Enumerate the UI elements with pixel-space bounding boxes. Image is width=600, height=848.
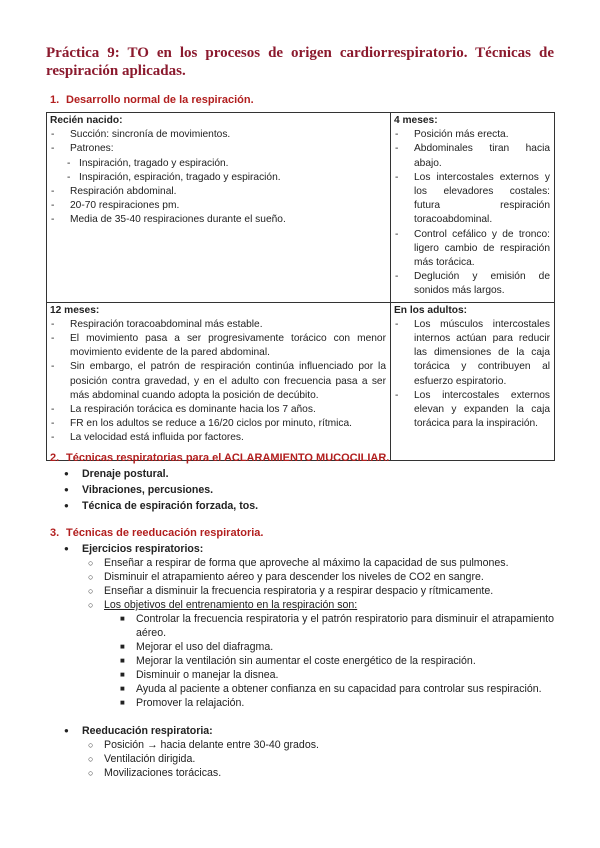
section-number: 2. — [50, 452, 60, 464]
list-item: - Succión: sincronía de movimientos. — [50, 128, 386, 142]
list-item: - Respiración toracoabdominal más estable. — [50, 318, 386, 332]
mucociliary-list — [64, 467, 258, 513]
page-title: Práctica 9: TO en los procesos de origen cardiorrespiratorio. Técnicas de respiración aplicadas. — [46, 45, 554, 79]
section-heading-reeducation — [50, 527, 263, 539]
list-item: - Los intercostales externos elevan y expanden la caja torácica para la inspiración. — [394, 389, 550, 432]
list-item: - FR en los adultos se reduce a 16/20 ciclos por minuto, rítmica. — [50, 417, 386, 431]
list-item: ○ Ventilación dirigida. — [64, 752, 554, 766]
list-item: - Respiración abdominal. — [50, 185, 386, 199]
cell-four-months — [391, 113, 555, 303]
list-item: ■ Mejorar el uso del diafragma. — [64, 640, 554, 654]
list-item: ■ Controlar la frecuencia respiratoria y el patrón respiratorio para disminuir el atrapamiento aéreo. — [64, 612, 554, 640]
list-item: - Control cefálico y de tronco: ligero cambio de respiración más torácica. — [394, 228, 550, 271]
section-heading-development — [50, 94, 254, 106]
list-item: - Media de 35-40 respiraciones durante el sueño. — [50, 213, 386, 227]
list-item: ● Ejercicios respiratorios: — [64, 542, 554, 556]
list-item: ■ Disminuir o manejar la disnea. — [64, 668, 554, 682]
list-item: - Sin embargo, el patrón de respiración continúa influenciado por la posición contra gravedad, y en el adulto con frecuencia pasa a ser más abdominal cuando adopta la posición de decúbito. — [50, 360, 386, 403]
list-item: - Inspiración, espiración, tragado y espiración. — [50, 171, 386, 185]
list-item: ○ Enseñar a respirar de forma que aproveche al máximo la capacidad de sus pulmones. — [64, 556, 554, 570]
twelve-months-list — [50, 318, 386, 446]
list-item: ○ Movilizaciones torácicas. — [64, 766, 554, 780]
list-item: ● Reeducación respiratoria: — [64, 724, 554, 738]
adults-list — [394, 318, 550, 432]
section-title: Técnicas de reeducación respiratoria. — [66, 527, 264, 539]
list-item: - Los músculos intercostales internos actúan para reducir las dimensiones de la caja torácica y contribuyen al esfuerzo espiratorio. — [394, 318, 550, 389]
list-item: - Deglución y emisión de sonidos más largos. — [394, 270, 550, 298]
cell-heading: 12 meses: — [50, 304, 100, 316]
cell-heading: En los adultos: — [394, 304, 468, 316]
newborn-list-2 — [50, 185, 386, 228]
objectives-heading: Los objetivos del entrenamiento en la respiración son: — [104, 599, 358, 611]
cell-heading: Recién nacido: — [50, 115, 123, 126]
section-title: Técnicas respiratorias para el ACLARAMIENTO MUCOCILIAR. — [66, 452, 390, 464]
list-item: ■ Ayuda al paciente a obtener confianza en su capacidad para controlar sus respiración. — [64, 682, 554, 696]
cell-twelve-months — [47, 302, 391, 460]
section-heading-mucociliary — [50, 452, 389, 464]
list-item: ○ Posición → hacia delante entre 30-40 grados. — [64, 738, 554, 752]
newborn-list — [50, 128, 386, 156]
list-item: ● Técnica de espiración forzada, tos. — [64, 499, 258, 513]
list-item: ■ Mejorar la ventilación sin aumentar el coste energético de la respiración. — [64, 654, 554, 668]
list-item: - Abdominales tiran hacia abajo. — [394, 142, 550, 170]
list-item: ● Drenaje postural. — [64, 467, 258, 481]
list-item: - Patrones: — [50, 142, 386, 156]
list-item: ○ Disminuir el atrapamiento aéreo y para descender los niveles de CO2 en sangre. — [64, 570, 554, 584]
list-item: ■ Promover la relajación. — [64, 696, 554, 710]
newborn-sublist — [50, 157, 386, 185]
list-item: - La respiración torácica es dominante hacia los 7 años. — [50, 403, 386, 417]
cell-newborn — [47, 113, 391, 303]
list-item: ● Vibraciones, percusiones. — [64, 483, 258, 497]
section-number: 3. — [50, 527, 60, 539]
four-months-list — [394, 128, 550, 298]
list-item: - La velocidad está influida por factores. — [50, 431, 386, 445]
list-item: - El movimiento pasa a ser progresivamente torácico con menor movimiento evidente de la pared abdominal. — [50, 332, 386, 360]
section-number: 1. — [50, 94, 60, 106]
list-item: - Los intercostales externos y los elevadores costales: futura respiración toracoabdominal. — [394, 171, 550, 228]
cell-adults — [391, 302, 555, 460]
cell-heading: 4 meses: — [394, 115, 438, 126]
section-title: Desarrollo normal de la respiración. — [66, 94, 254, 106]
list-item: - Posición más erecta. — [394, 128, 550, 142]
development-table — [46, 112, 555, 461]
list-item — [64, 598, 554, 612]
reeducation-list — [64, 542, 554, 780]
list-item: ○ Enseñar a disminuir la frecuencia respiratoria y a respirar despacio y rítmicamente. — [64, 584, 554, 598]
list-item: - Inspiración, tragado y espiración. — [50, 157, 386, 171]
list-item: - 20-70 respiraciones pm. — [50, 199, 386, 213]
